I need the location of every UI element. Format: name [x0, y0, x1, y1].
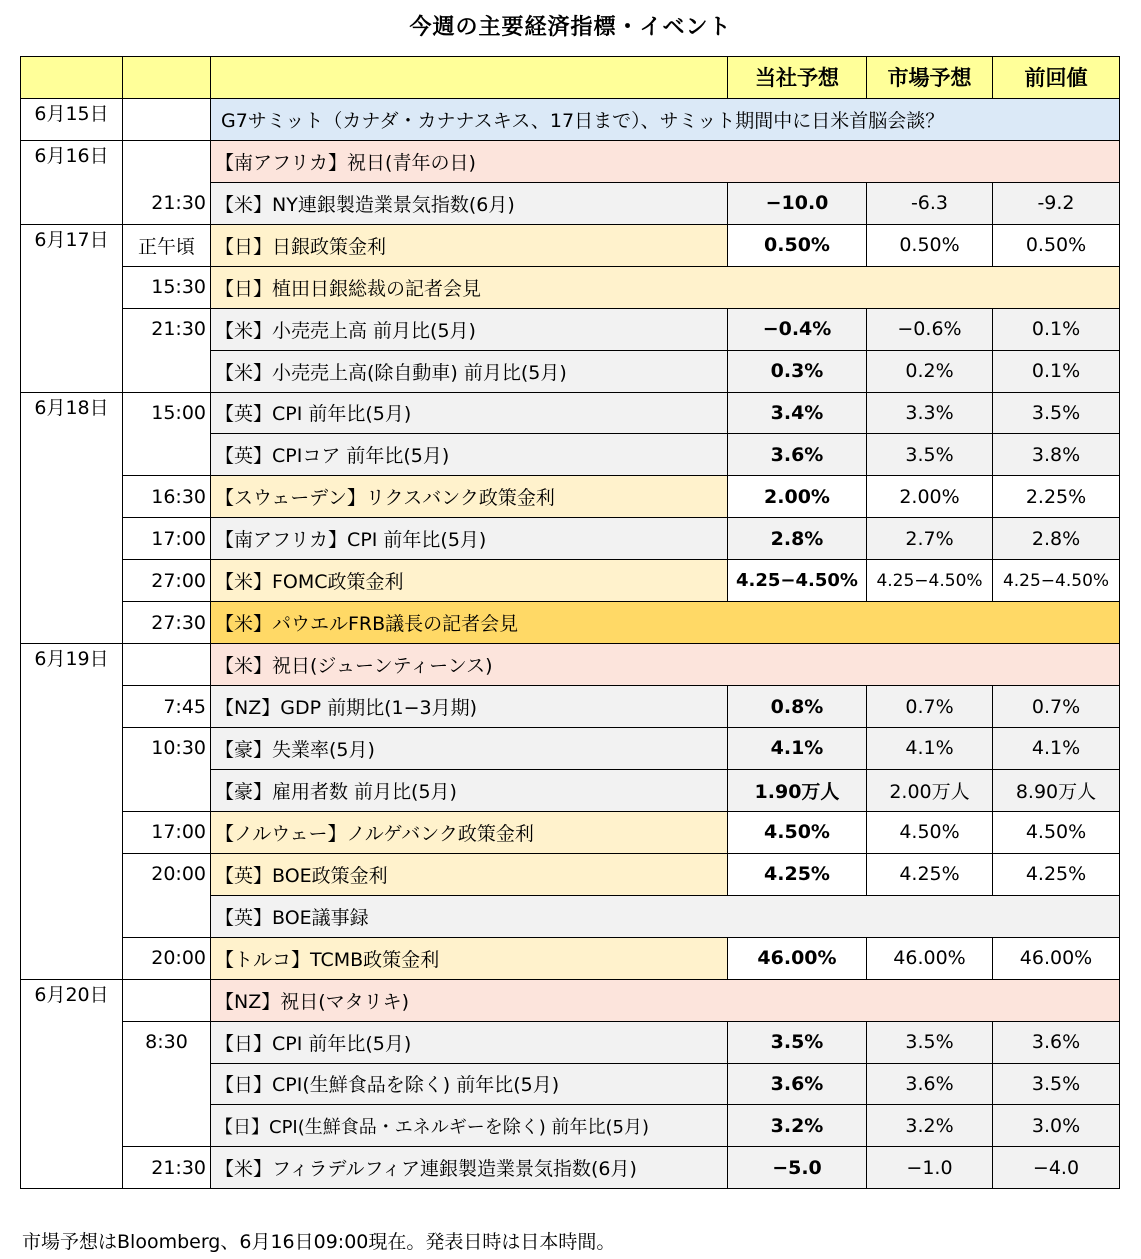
table-row	[21, 602, 1120, 644]
previous-cell: -9.2	[993, 182, 1120, 224]
event-cell: 【米】小売売上高(除自動車) 前月比(5月)	[211, 350, 728, 392]
previous-cell: 2.25%	[993, 476, 1120, 518]
previous-cell: 0.1%	[993, 308, 1120, 350]
forecast-cell: 2.8%	[728, 518, 867, 560]
table-row	[21, 392, 1120, 434]
time-cell: 17:00	[123, 518, 211, 560]
time-cell	[123, 644, 211, 686]
time-cell: 20:00	[123, 853, 211, 937]
forecast-cell: 3.6%	[728, 1063, 867, 1105]
header-forecast: 当社予想	[728, 57, 867, 99]
header-date-cell	[21, 57, 123, 99]
header-previous: 前回値	[993, 57, 1120, 99]
footnote: 市場予想はBloomberg、6月16日09:00現在。発表日時は日本時間。	[22, 1231, 616, 1253]
consensus-cell: 2.00%	[867, 476, 993, 518]
forecast-cell: 46.00%	[728, 937, 867, 979]
event-cell: 【スウェーデン】リクスバンク政策金利	[211, 476, 728, 518]
consensus-cell: −1.0	[867, 1147, 993, 1189]
previous-cell: 2.8%	[993, 518, 1120, 560]
date-cell: 6月17日	[21, 224, 123, 392]
event-cell: 【日】CPI(生鮮食品を除く) 前年比(5月)	[211, 1063, 728, 1105]
consensus-cell: 4.50%	[867, 811, 993, 853]
previous-cell: 3.8%	[993, 434, 1120, 476]
table-row	[21, 224, 1120, 266]
consensus-cell: 4.1%	[867, 728, 993, 770]
event-cell: 【米】小売売上高 前月比(5月)	[211, 308, 728, 350]
consensus-cell: 3.3%	[867, 392, 993, 434]
time-cell: 21:30	[123, 1147, 211, 1189]
time-cell	[123, 979, 211, 1021]
previous-cell: 3.5%	[993, 1063, 1120, 1105]
event-cell: 【日】CPI 前年比(5月)	[211, 1021, 728, 1063]
forecast-cell: −10.0	[728, 182, 867, 224]
date-cell: 6月15日	[21, 98, 123, 140]
table-row	[21, 266, 1120, 308]
time-cell: 7:45	[123, 686, 211, 728]
forecast-cell: 4.25−4.50%	[728, 560, 867, 602]
table-row	[21, 518, 1120, 560]
table-row	[21, 853, 1120, 895]
time-cell: 16:30	[123, 476, 211, 518]
time-cell: 21:30	[123, 182, 211, 224]
event-cell: 【日】CPI(生鮮食品・エネルギーを除く) 前年比(5月)	[211, 1105, 728, 1147]
time-cell: 正午頃	[123, 224, 211, 266]
table-row	[21, 1147, 1120, 1189]
forecast-cell: 2.00%	[728, 476, 867, 518]
header-time-cell	[123, 57, 211, 99]
consensus-cell: 4.25%	[867, 853, 993, 895]
event-cell: 【米】FOMC政策金利	[211, 560, 728, 602]
consensus-cell: 3.5%	[867, 434, 993, 476]
event-cell: 【南アフリカ】祝日(青年の日)	[211, 140, 1120, 182]
consensus-cell: -6.3	[867, 182, 993, 224]
event-cell: 【ノルウェー】ノルゲバンク政策金利	[211, 811, 728, 853]
forecast-cell: 3.2%	[728, 1105, 867, 1147]
event-cell: 【NZ】GDP 前期比(1−3月期)	[211, 686, 728, 728]
table-row	[21, 476, 1120, 518]
time-cell: 10:30	[123, 728, 211, 812]
time-cell	[123, 98, 211, 140]
table-row	[21, 308, 1120, 350]
consensus-cell: 3.6%	[867, 1063, 993, 1105]
time-cell: 21:30	[123, 308, 211, 392]
table-row	[21, 182, 1120, 224]
table-row	[21, 644, 1120, 686]
date-cell: 6月19日	[21, 644, 123, 980]
forecast-cell: 4.25%	[728, 853, 867, 895]
table-row	[21, 811, 1120, 853]
time-cell: 20:00	[123, 937, 211, 979]
consensus-cell: 46.00%	[867, 937, 993, 979]
event-cell: G7サミット（カナダ・カナナスキス、17日まで）、サミット期間中に日米首脳会談？	[211, 98, 1120, 140]
date-cell: 6月20日	[21, 979, 123, 1189]
previous-cell: 4.50%	[993, 811, 1120, 853]
event-cell: 【米】NY連銀製造業景気指数(6月)	[211, 182, 728, 224]
forecast-cell: 4.50%	[728, 811, 867, 853]
consensus-cell: 0.7%	[867, 686, 993, 728]
previous-cell: 4.25%	[993, 853, 1120, 895]
time-cell: 8:30	[123, 1021, 211, 1147]
previous-cell: 46.00%	[993, 937, 1120, 979]
consensus-cell: 3.2%	[867, 1105, 993, 1147]
event-cell: 【日】植田日銀総裁の記者会見	[211, 266, 1120, 308]
table-row	[21, 1021, 1120, 1063]
consensus-cell: 2.00万人	[867, 769, 993, 811]
time-cell: 15:30	[123, 266, 211, 308]
event-cell: 【英】CPI 前年比(5月)	[211, 392, 728, 434]
header-row	[21, 57, 1120, 99]
forecast-cell: 1.90万人	[728, 769, 867, 811]
date-cell: 6月18日	[21, 392, 123, 644]
consensus-cell: 0.2%	[867, 350, 993, 392]
previous-cell: 0.50%	[993, 224, 1120, 266]
table-row	[21, 728, 1120, 770]
event-cell: 【日】日銀政策金利	[211, 224, 728, 266]
forecast-cell: 3.4%	[728, 392, 867, 434]
consensus-cell: 3.5%	[867, 1021, 993, 1063]
forecast-cell: 3.5%	[728, 1021, 867, 1063]
previous-cell: 3.0%	[993, 1105, 1120, 1147]
event-cell: 【英】BOE政策金利	[211, 853, 728, 895]
event-cell: 【米】パウエルFRB議長の記者会見	[211, 602, 1120, 644]
table-row	[21, 979, 1120, 1021]
table-row	[21, 98, 1120, 140]
event-cell: 【英】CPIコア 前年比(5月)	[211, 434, 728, 476]
table-row	[21, 937, 1120, 979]
forecast-cell: −0.4%	[728, 308, 867, 350]
consensus-cell: −0.6%	[867, 308, 993, 350]
consensus-cell: 0.50%	[867, 224, 993, 266]
consensus-cell: 4.25−4.50%	[867, 560, 993, 602]
forecast-cell: 0.3%	[728, 350, 867, 392]
event-cell: 【米】祝日(ジューンティーンス)	[211, 644, 1120, 686]
forecast-cell: 3.6%	[728, 434, 867, 476]
header-consensus: 市場予想	[867, 57, 993, 99]
previous-cell: 8.90万人	[993, 769, 1120, 811]
previous-cell: 0.1%	[993, 350, 1120, 392]
previous-cell: 0.7%	[993, 686, 1120, 728]
event-cell: 【英】BOE議事録	[211, 895, 1120, 937]
page-title: 今週の主要経済指標・イベント	[409, 15, 732, 40]
event-cell: 【トルコ】TCMB政策金利	[211, 937, 728, 979]
event-cell: 【南アフリカ】CPI 前年比(5月)	[211, 518, 728, 560]
table-row	[21, 140, 1120, 182]
table-row	[21, 686, 1120, 728]
forecast-cell: 0.50%	[728, 224, 867, 266]
event-cell: 【豪】失業率(5月)	[211, 728, 728, 770]
previous-cell: −4.0	[993, 1147, 1120, 1189]
event-cell: 【豪】雇用者数 前月比(5月)	[211, 769, 728, 811]
previous-cell: 4.1%	[993, 728, 1120, 770]
date-cell: 6月16日	[21, 140, 123, 224]
forecast-cell: 4.1%	[728, 728, 867, 770]
event-cell: 【NZ】祝日(マタリキ)	[211, 979, 1120, 1021]
forecast-cell: 0.8%	[728, 686, 867, 728]
header-event-cell	[211, 57, 728, 99]
previous-cell: 4.25−4.50%	[993, 560, 1120, 602]
time-cell: 17:00	[123, 811, 211, 853]
event-cell: 【米】フィラデルフィア連銀製造業景気指数(6月)	[211, 1147, 728, 1189]
forecast-cell: −5.0	[728, 1147, 867, 1189]
time-cell	[123, 140, 211, 182]
previous-cell: 3.6%	[993, 1021, 1120, 1063]
economic-calendar-table	[20, 56, 1120, 1189]
time-cell: 15:00	[123, 392, 211, 476]
consensus-cell: 2.7%	[867, 518, 993, 560]
previous-cell: 3.5%	[993, 392, 1120, 434]
time-cell: 27:30	[123, 602, 211, 644]
time-cell: 27:00	[123, 560, 211, 602]
table-row	[21, 560, 1120, 602]
